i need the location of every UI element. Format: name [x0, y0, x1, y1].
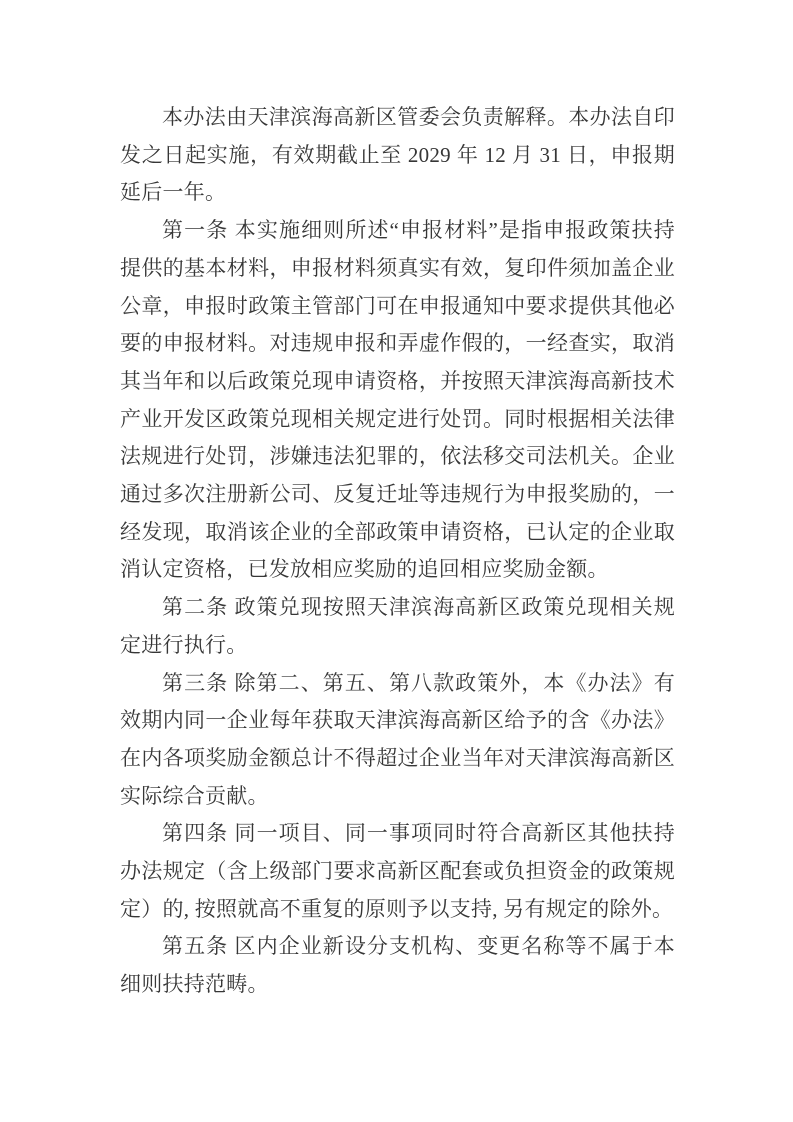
paragraph-article-3: 第三条 除第二、第五、第八款政策外，本《办法》有效期内同一企业每年获取天津滨海高新区给予的含《办法》在内各项奖励金额总计不得超过企业当年对天津滨海高新区实际综合贡献。: [120, 670, 675, 808]
paragraph-article-5: 第五条 区内企业新设分支机构、变更名称等不属于本细则扶持范畴。: [120, 934, 675, 997]
document-body: [120, 99, 675, 1004]
paragraph-interpretation-and-validity: 本办法由天津滨海高新区管委会负责解释。本办法自印发之日起实施，有效期截止至 2029 年 12 月 31 日，申报期延后一年。: [120, 105, 675, 205]
paragraph-article-1: 第一条 本实施细则所述“申报材料”是指申报政策扶持提供的基本材料，申报材料须真实有效，复印件须加盖企业公章，申报时政策主管部门可在申报通知中要求提供其他必要的申报材料。对违规申报和弄虚作假的，一经查实，取消其当年和以后政策兑现申请资格，并按照天津滨海高新技术产业开发区政策兑现相关规定进行处罚。同时根据相关法律法规进行处罚，涉嫌违法犯罪的，依法移交司法机关。企业通过多次注册新公司、反复迁址等违规行为申报奖励的，一经发现，取消该企业的全部政策申请资格，已认定的企业取消认定资格，已发放相应奖励的追回相应奖励金额。: [120, 218, 675, 582]
paragraph-article-2: 第二条 政策兑现按照天津滨海高新区政策兑现相关规定进行执行。: [120, 595, 675, 657]
paragraph-article-4: 第四条 同一项目、同一事项同时符合高新区其他扶持办法规定（含上级部门要求高新区配套或负担资金的政策规定）的, 按照就高不重复的原则予以支持, 另有规定的除外。: [120, 821, 675, 921]
